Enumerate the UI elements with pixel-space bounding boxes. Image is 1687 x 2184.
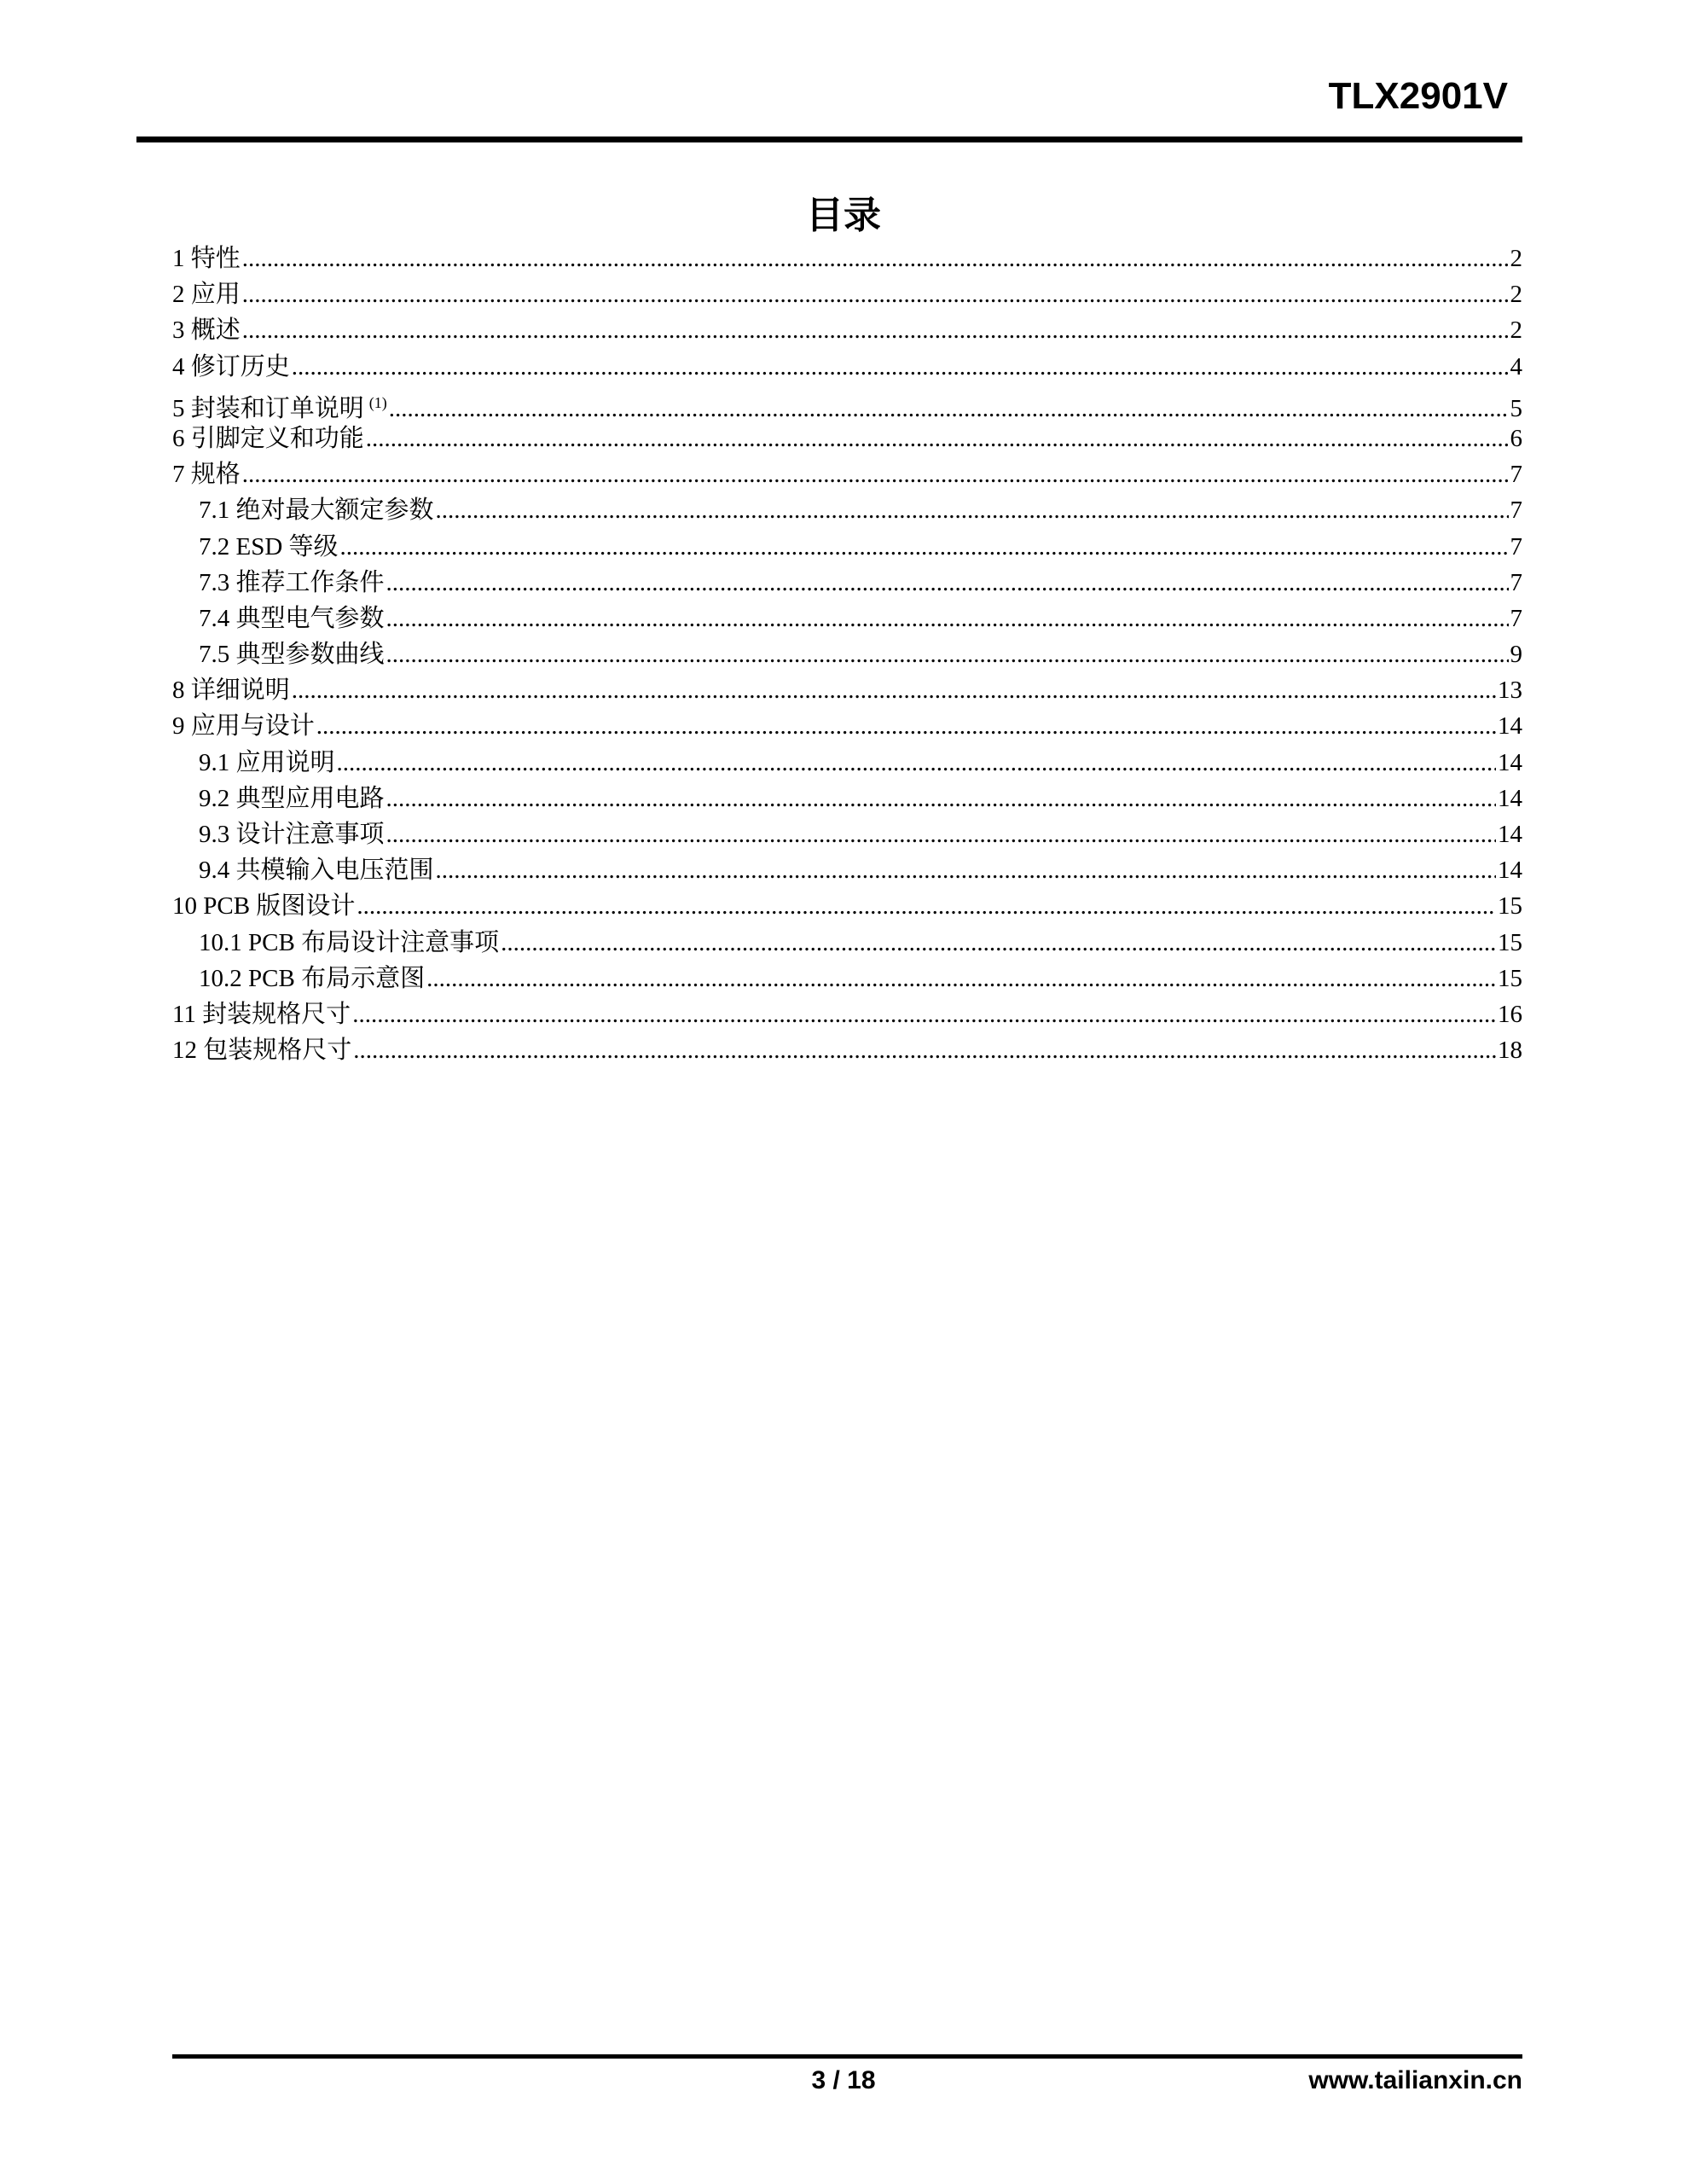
toc-entry-page-number: 14 [1498,712,1522,741]
toc-entry-page-number: 18 [1498,1037,1522,1065]
toc-entry[interactable] [172,456,1522,492]
header-divider [136,136,1522,142]
toc-entry[interactable] [172,421,1522,456]
toc-dot-leader [337,745,1496,781]
toc-entry-title: 10.1 PCB 布局设计注意事项 [199,928,500,956]
toc-dot-leader [436,492,1509,528]
toc-dot-leader [366,421,1509,456]
toc-entry-label [199,565,385,601]
toc-entry-page-number: 2 [1510,281,1522,309]
toc-entry-label [172,276,241,312]
toc-dot-leader [353,1032,1496,1068]
toc-entry[interactable] [172,708,1522,744]
footer-divider [172,2054,1522,2059]
footer-page-number: 3 / 18 [811,2066,876,2094]
toc-entry[interactable] [172,852,1522,888]
toc-entry-title: 7.2 ESD 等级 [199,532,339,561]
toc-entry[interactable] [172,925,1522,961]
toc-entry[interactable] [172,636,1522,672]
toc-entry-title: 7.5 典型参数曲线 [199,641,385,669]
toc-dot-leader [352,996,1496,1032]
toc-entry-title: 8 详细说明 [172,677,290,705]
toc-entry-label [199,816,385,852]
toc-dot-leader [242,276,1509,312]
toc-entry-label [172,672,290,708]
toc-entry[interactable] [172,672,1522,708]
toc-dot-leader [386,565,1509,601]
toc-entry-label [199,925,499,961]
toc-entry-page-number: 15 [1498,964,1522,992]
toc-heading: 目录 [806,194,881,237]
toc-entry-title: 6 引脚定义和功能 [172,424,364,452]
document-part-number: TLX2901V [1328,75,1508,117]
toc-entry-title: 7.1 绝对最大额定参数 [199,497,434,525]
toc-entry[interactable] [172,816,1522,852]
toc-entry-page-number: 15 [1498,928,1522,956]
toc-dot-leader [292,672,1496,708]
toc-dot-leader [386,601,1509,636]
toc-entry[interactable] [172,1032,1522,1068]
toc-entry-page-number: 9 [1510,641,1522,669]
toc-entry-label [199,529,339,565]
toc-entry-label [199,781,385,816]
toc-entry-page-number: 7 [1510,461,1522,489]
toc-dot-leader [386,816,1496,852]
toc-entry[interactable] [172,996,1522,1032]
toc-entry[interactable] [172,529,1522,565]
toc-entry-title: 7 规格 [172,461,241,489]
toc-entry-title: 10 PCB 版图设计 [172,892,356,921]
toc-entry-page-number: 2 [1510,245,1522,272]
toc-entry-title: 10.2 PCB 布局示意图 [199,964,426,992]
toc-dot-leader [386,781,1496,816]
toc-dot-leader [386,636,1509,672]
toc-entry-label [199,636,385,672]
toc-entry-label [199,601,385,636]
toc-entry[interactable] [172,601,1522,636]
toc-entry-page-number: 6 [1510,424,1522,452]
toc-entry-title: 9 应用与设计 [172,712,315,741]
toc-entry-title: 5 封装和订单说明 [172,394,364,422]
toc-entry-label [172,888,355,924]
toc-entry-page-number: 14 [1498,784,1522,812]
toc-dot-leader [436,852,1496,888]
toc-entry-label [172,708,315,744]
toc-entry-label [172,456,241,492]
toc-entry-label [172,349,290,385]
toc-entry-page-number: 2 [1510,317,1522,345]
toc-entry[interactable] [172,565,1522,601]
toc-entry-label [172,421,364,456]
toc-entry-label [199,852,434,888]
toc-entry-title: 7.3 推荐工作条件 [199,568,385,596]
toc-entry[interactable] [172,888,1522,924]
toc-entry-title: 12 包装规格尺寸 [172,1037,352,1065]
footer-website-link[interactable]: www.tailianxin.cn [1308,2066,1522,2094]
toc-entry-page-number: 16 [1498,1000,1522,1028]
toc-dot-leader [242,312,1509,348]
toc-entry-page-number: 14 [1498,748,1522,776]
toc-entry-label [172,241,241,276]
toc-entry-title: 7.4 典型电气参数 [199,604,385,632]
toc-dot-leader [501,925,1496,961]
toc-entry-title: 9.4 共模输入电压范围 [199,857,434,885]
toc-entry[interactable] [172,961,1522,996]
toc-entry-label [172,996,351,1032]
toc-entry-page-number: 5 [1510,394,1522,422]
toc-dot-leader [357,888,1496,924]
toc-entry-footnote-marker: (1) [368,393,387,411]
toc-entry-title: 9.1 应用说明 [199,748,335,776]
toc-entry-page-number: 7 [1510,604,1522,632]
toc-entry-page-number: 15 [1498,892,1522,921]
toc-entry-title: 9.3 设计注意事项 [199,821,385,848]
toc-entry-label [172,312,241,348]
toc-entry[interactable] [172,312,1522,348]
toc-entry-label [172,1032,351,1068]
toc-entry[interactable] [172,781,1522,816]
toc-entry[interactable] [172,349,1522,385]
table-of-contents [172,241,1522,1068]
toc-entry-title: 3 概述 [172,317,241,345]
toc-entry-title: 2 应用 [172,281,241,309]
toc-dot-leader [242,456,1509,492]
toc-entry[interactable] [172,385,1522,421]
toc-entry-label [199,492,434,528]
toc-entry-label [199,745,335,781]
toc-entry-title: 1 特性 [172,245,241,272]
toc-entry-title: 9.2 典型应用电路 [199,784,385,812]
toc-entry-page-number: 7 [1510,532,1522,561]
toc-dot-leader [426,961,1496,996]
toc-entry-label [199,961,425,996]
toc-dot-leader [316,708,1496,744]
toc-entry[interactable] [172,492,1522,528]
toc-entry-page-number: 13 [1498,677,1522,705]
toc-dot-leader [292,349,1509,385]
toc-entry[interactable] [172,276,1522,312]
toc-entry[interactable] [172,241,1522,276]
toc-entry-page-number: 14 [1498,857,1522,885]
toc-dot-leader [242,241,1509,276]
toc-entry-title: 11 封装规格尺寸 [172,1000,351,1028]
toc-entry-page-number: 4 [1510,352,1522,380]
toc-entry-page-number: 14 [1498,821,1522,848]
toc-entry-page-number: 7 [1510,497,1522,525]
toc-entry-page-number: 7 [1510,568,1522,596]
toc-entry-title: 4 修订历史 [172,352,290,380]
toc-entry[interactable] [172,745,1522,781]
toc-dot-leader [340,529,1509,565]
